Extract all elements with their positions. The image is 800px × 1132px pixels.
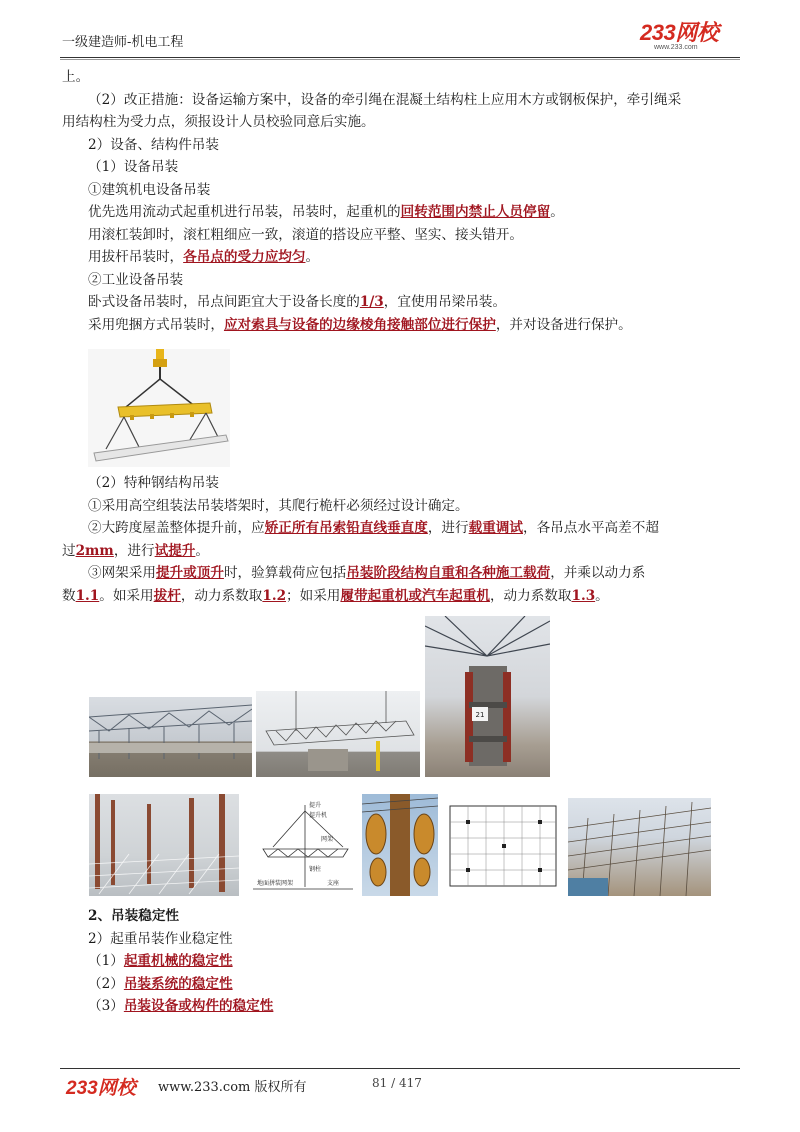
subsection-heading: （1）设备吊装 bbox=[88, 159, 179, 175]
text-line: 上。 bbox=[62, 69, 90, 85]
list-item: （3）吊装设备或构件的稳定性 bbox=[88, 998, 274, 1014]
photo-space-frame-lift bbox=[256, 691, 420, 777]
subsection-heading: （2）特种钢结构吊装 bbox=[88, 475, 219, 491]
key-point: 吊装设备或构件的稳定性 bbox=[123, 998, 274, 1014]
key-point: 提升或顶升 bbox=[155, 565, 224, 581]
section-heading: 2）设备、结构件吊装 bbox=[88, 136, 219, 153]
header-rule-thin bbox=[60, 59, 740, 60]
photo-lifting-tower bbox=[425, 616, 550, 777]
diagram-grid-plan bbox=[440, 798, 566, 896]
text-line: 过2mm，进行试提升。 bbox=[62, 542, 209, 559]
footer-copyright: www.233.com 版权所有 bbox=[158, 1080, 307, 1095]
key-point: 1.1 bbox=[75, 587, 100, 604]
photo-steel-columns bbox=[89, 794, 239, 896]
logo-text: 233网校 bbox=[640, 20, 719, 45]
text-line: （2）改正措施：设备运输方案中，设备的牵引绳在混凝土结构柱上应用木方或钢板保护，牵引绳采 bbox=[88, 91, 682, 108]
diagram-lifting-scheme bbox=[243, 797, 358, 895]
key-point: 吊装阶段结构自重和各种施工载荷 bbox=[346, 565, 551, 581]
text-line: 用拔杆吊装时，各吊点的受力应均匀。 bbox=[88, 249, 320, 265]
key-point: 1.3 bbox=[571, 587, 596, 604]
text-line: ②大跨度屋盖整体提升前，应矫正所有吊索铅直线垂直度，进行载重调试，各吊点水平高差不超 bbox=[88, 520, 659, 536]
item-heading: ②工业设备吊装 bbox=[88, 271, 184, 288]
key-point: 起重机械的稳定性 bbox=[123, 953, 233, 969]
text-line: ①采用高空组装法吊装塔架时，其爬行桅杆必须经过设计确定。 bbox=[88, 497, 469, 514]
truss-graphic bbox=[89, 697, 252, 777]
columns-graphic bbox=[89, 794, 239, 896]
section-heading: 2、吊装稳定性 bbox=[88, 908, 180, 924]
page-number: 81 / 417 bbox=[372, 1076, 422, 1090]
document-body-3 bbox=[62, 905, 742, 1018]
photo-steel-roof-truss bbox=[89, 697, 252, 777]
space-frame-graphic bbox=[256, 691, 420, 777]
photo-scaffold-site bbox=[568, 798, 711, 896]
key-point: 应对索具与设备的边缘棱角接触部位进行保护 bbox=[223, 316, 496, 333]
tower-badge: 21 bbox=[475, 711, 485, 719]
list-item: （2）吊装系统的稳定性 bbox=[88, 975, 233, 992]
header-rule bbox=[60, 57, 740, 58]
text-line: 用滚杠装卸时，滚杠粗细应一致，滚道的搭设应平整、坚实、接头错开。 bbox=[88, 226, 523, 243]
grid-plan-diagram bbox=[440, 798, 566, 896]
text-line: 数1.1。如采用拔杆，动力系数取1.2；如采用履带起重机或汽车起重机，动力系数取1.3。 bbox=[62, 587, 609, 604]
key-point: 拔杆 bbox=[153, 587, 181, 604]
key-point: 履带起重机或汽车起重机 bbox=[340, 587, 490, 604]
subsection-heading: 2）起重吊装作业稳定性 bbox=[88, 930, 233, 947]
key-point: 矫正所有吊索铅直线垂直度 bbox=[264, 520, 428, 536]
key-point: 载重调试 bbox=[468, 520, 523, 536]
diagram-label: 提升 bbox=[309, 802, 322, 809]
key-point: 1/3 bbox=[359, 294, 384, 310]
scaffold-graphic bbox=[568, 798, 711, 896]
key-point: 回转范围内禁止人员停留 bbox=[400, 204, 551, 220]
text-line: 用结构柱为受力点，须报设计人员校验同意后实施。 bbox=[62, 114, 375, 130]
key-point: 吊装系统的稳定性 bbox=[123, 975, 233, 992]
footer-logo[interactable]: 233网校 bbox=[66, 1078, 136, 1099]
lifting-scheme-diagram bbox=[243, 797, 358, 895]
logo-url: www.233.com bbox=[654, 44, 698, 51]
key-point: 1.2 bbox=[262, 587, 287, 604]
key-point: 各吊点的受力应均匀 bbox=[183, 249, 306, 265]
key-point: 2mm bbox=[75, 542, 114, 559]
document-body-2 bbox=[62, 472, 742, 607]
text-line: 卧式设备吊装时，吊点间距宜大于设备长度的1/3，宜使用吊梁吊装。 bbox=[88, 294, 507, 310]
brand-logo[interactable] bbox=[640, 22, 740, 62]
list-item: （1）起重机械的稳定性 bbox=[88, 953, 233, 969]
key-point: 试提升 bbox=[154, 542, 196, 559]
text-line: ③网架采用提升或顶升时，验算载荷应包括吊装阶段结构自重和各种施工载荷，并乘以动力系 bbox=[88, 565, 646, 581]
photo-pulley-block bbox=[362, 794, 438, 896]
item-heading: ①建筑机电设备吊装 bbox=[88, 181, 211, 198]
spreader-beam-illustration bbox=[88, 349, 230, 467]
footer-rule bbox=[60, 1068, 740, 1069]
text-line: 采用兜捆方式吊装时，应对索具与设备的边缘棱角接触部位进行保护，并对设备进行保护。 bbox=[88, 316, 632, 333]
diagram-label: 支座 bbox=[327, 880, 340, 887]
lifting-tower-graphic bbox=[425, 616, 550, 777]
pulley-graphic bbox=[362, 794, 438, 896]
document-body bbox=[62, 66, 742, 336]
spreader-beam-icon bbox=[88, 349, 230, 467]
diagram-label: 网架 bbox=[321, 836, 334, 843]
header-title: 一级建造师-机电工程 bbox=[62, 35, 184, 50]
diagram-label: 地面拼装网架 bbox=[257, 880, 294, 887]
text-line: 优先选用流动式起重机进行吊装，吊装时，起重机的回转范围内禁止人员停留。 bbox=[88, 204, 564, 220]
diagram-label: 提升机 bbox=[309, 812, 328, 819]
diagram-label: 钢柱 bbox=[309, 866, 322, 873]
